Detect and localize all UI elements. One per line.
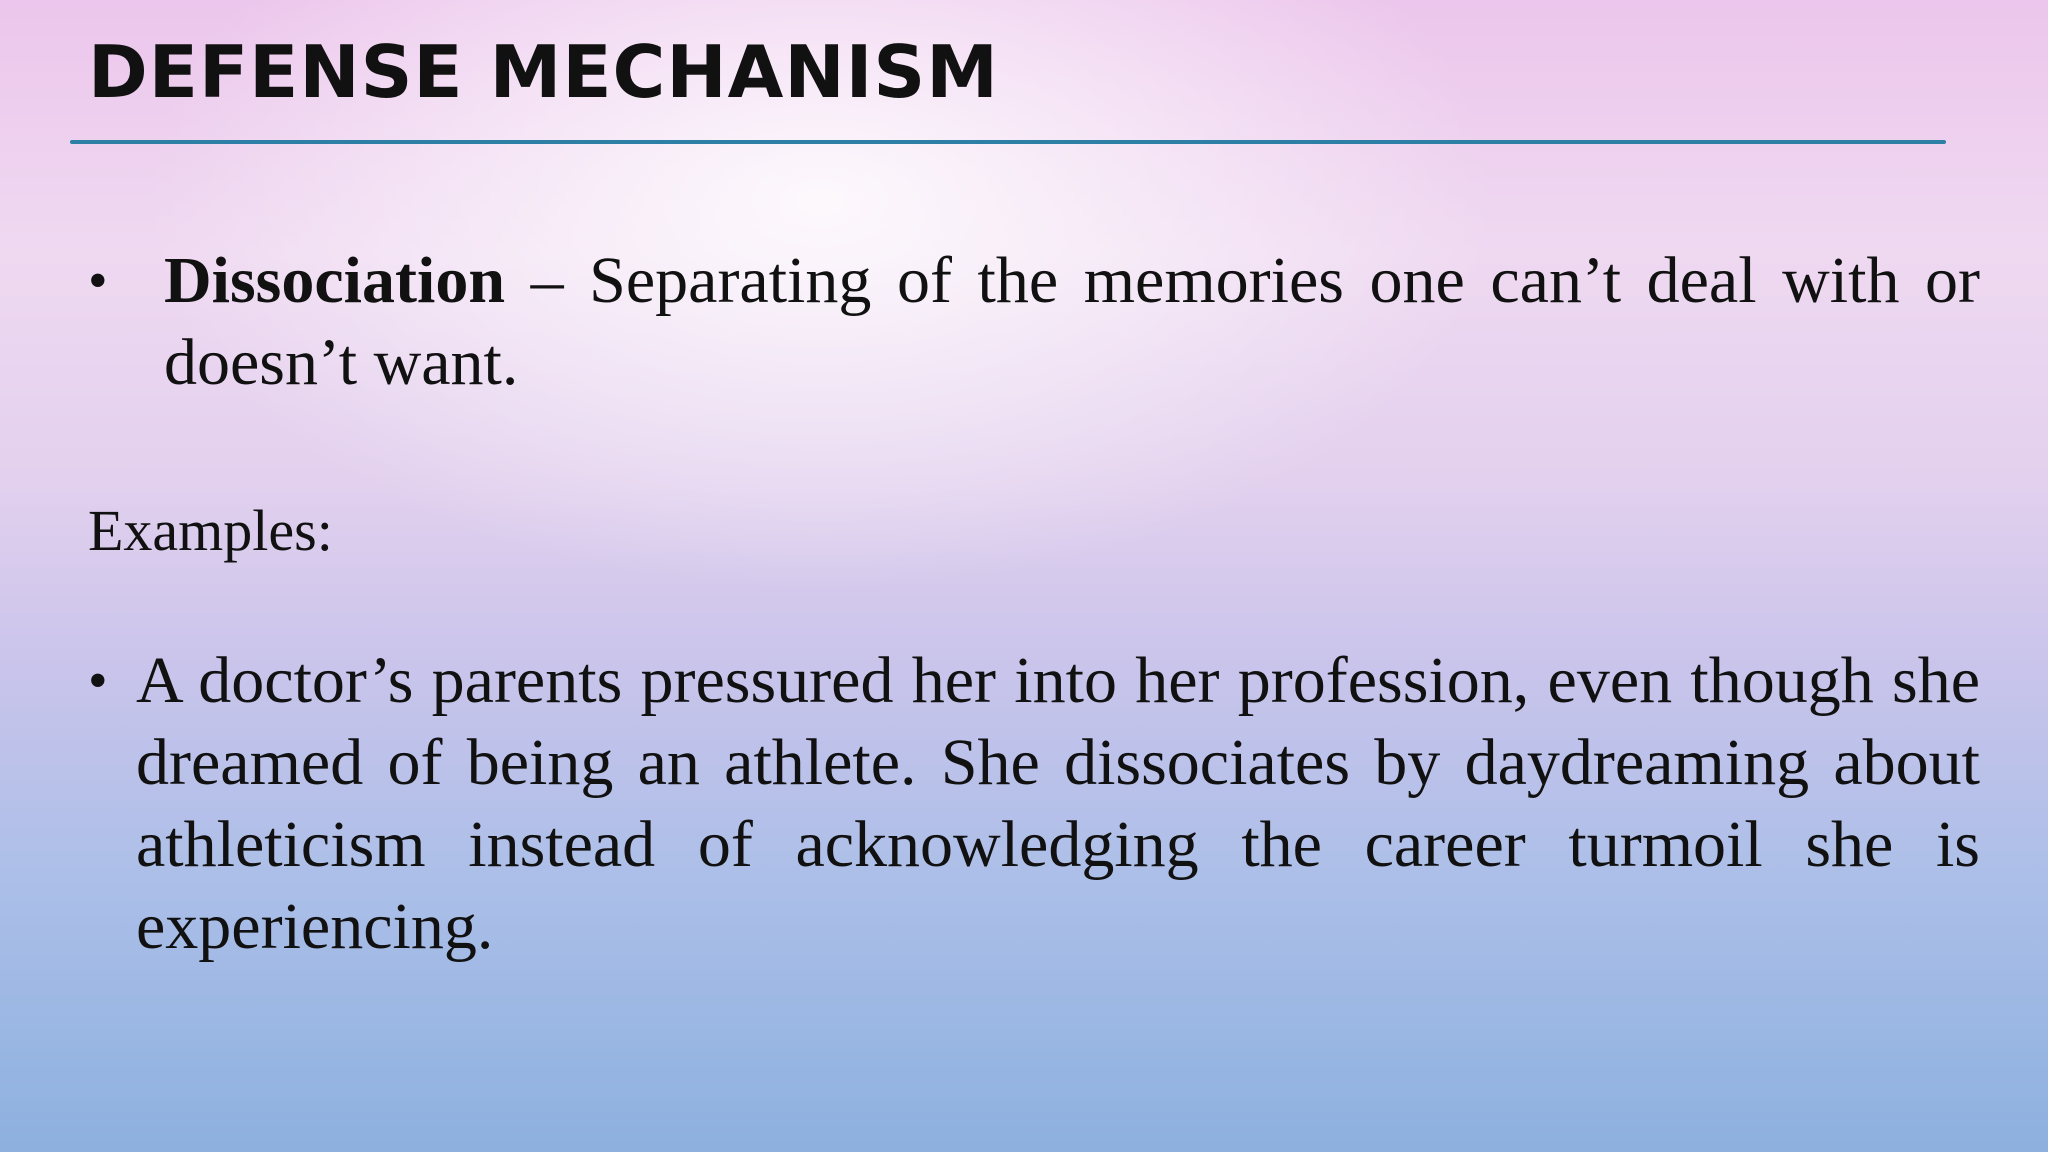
definition-text-block — [164, 240, 1980, 404]
definition-row — [88, 240, 1980, 404]
bullet-icon: • — [88, 650, 108, 712]
example-row — [88, 640, 1980, 968]
example-text: A doctor’s parents pressured her into her profession, even though she dreamed of being an athlete. She dissociates by daydreaming about athleticism instead of acknowledging the career turmoil she is experiencing. — [136, 644, 1980, 963]
example-bullet — [88, 640, 1980, 968]
definition-bullet — [88, 240, 1980, 404]
slide-title: DEFENSE MECHANISM — [88, 30, 999, 114]
bullet-icon: • — [88, 250, 108, 312]
examples-label: Examples: — [88, 498, 333, 563]
definition-separator: – — [505, 244, 590, 317]
title-divider — [70, 140, 1946, 144]
definition-term: Dissociation — [164, 244, 506, 317]
definition-text: Separating of the memories one can’t deal with or doesn’t want. — [164, 244, 1981, 399]
